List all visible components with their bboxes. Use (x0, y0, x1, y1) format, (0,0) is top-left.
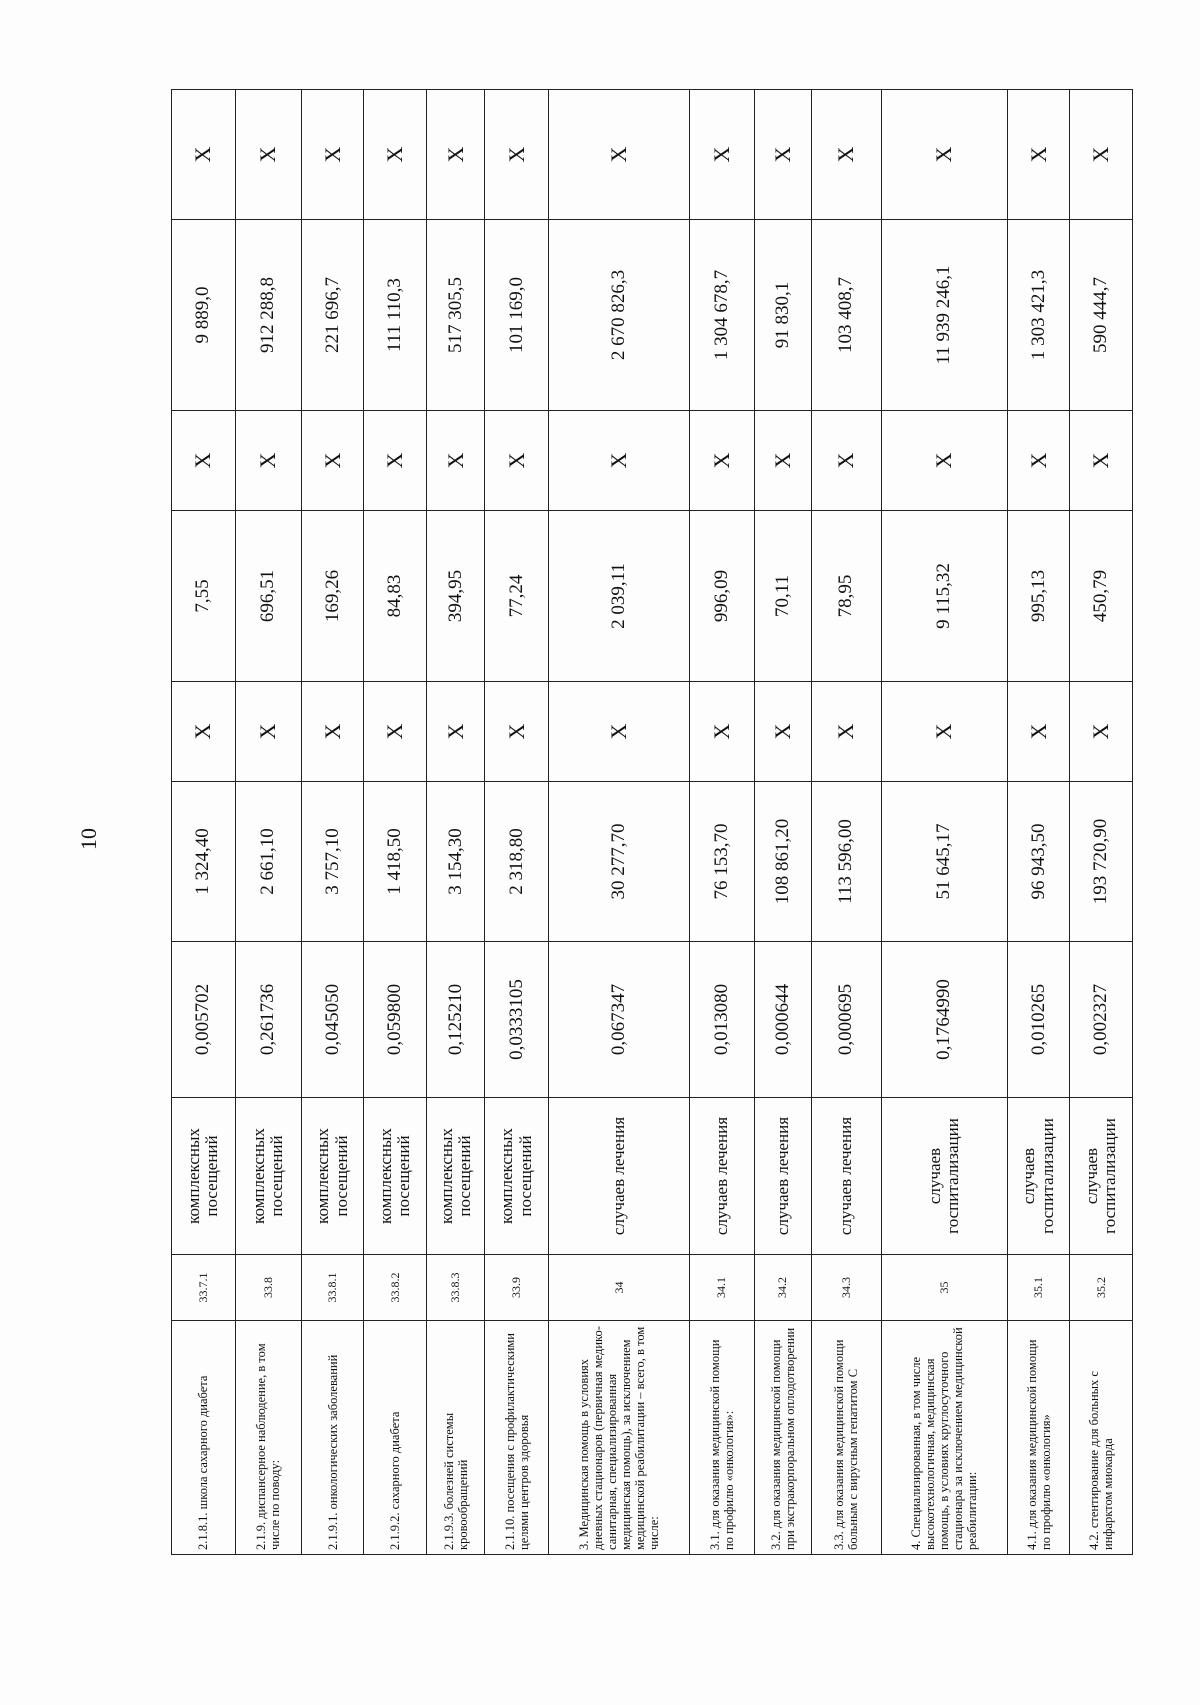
cell-cost: 51 645,17 (881, 782, 1007, 942)
cell-volume: 0,000695 (811, 942, 881, 1098)
cell-c1: X (172, 682, 236, 782)
cell-per-capita: 995,13 (1007, 511, 1069, 682)
cell-name: 2.1.9.3. болезней системы кровообращений (427, 1321, 485, 1555)
cell-c3: X (302, 90, 363, 220)
cell-total: 2 670 826,3 (549, 220, 690, 411)
table-row (754, 90, 811, 1555)
cell-code: 34.3 (811, 1255, 881, 1321)
cell-c1: X (754, 682, 811, 782)
cell-code: 33.9 (485, 1255, 549, 1321)
cell-name: 2.1.9. диспансерное наблюдение, в том числе по поводу: (235, 1321, 302, 1555)
cell-c1: X (881, 682, 1007, 782)
cell-per-capita: 78,95 (811, 511, 881, 682)
cell-c2: X (235, 411, 302, 511)
cell-total: 101 169,0 (485, 220, 549, 411)
cell-unit: комплексных посещений (363, 1098, 427, 1255)
cell-name: 2.1.9.2. сахарного диабета (363, 1321, 427, 1555)
cell-per-capita: 77,24 (485, 511, 549, 682)
cell-cost: 96 943,50 (1007, 782, 1069, 942)
cell-code: 33.8.2 (363, 1255, 427, 1321)
cell-c3: X (427, 90, 485, 220)
table-row (549, 90, 690, 1555)
page-number: 10 (76, 828, 101, 850)
table-row (1070, 90, 1133, 1555)
cell-unit: случаев лечения (690, 1098, 755, 1255)
cell-cost: 76 153,70 (690, 782, 755, 942)
cell-unit: комплексных посещений (485, 1098, 549, 1255)
cell-per-capita: 9 115,32 (881, 511, 1007, 682)
cell-c3: X (485, 90, 549, 220)
cell-c3: X (363, 90, 427, 220)
cell-c3: X (881, 90, 1007, 220)
cell-c2: X (1007, 411, 1069, 511)
cell-total: 912 288,8 (235, 220, 302, 411)
cell-c2: X (881, 411, 1007, 511)
rotated-table-container (171, 90, 1133, 1555)
cell-volume: 0,013080 (690, 942, 755, 1098)
cell-code: 33.7.1 (172, 1255, 236, 1321)
cell-c1: X (549, 682, 690, 782)
cell-unit: комплексных посещений (427, 1098, 485, 1255)
cell-volume: 0,005702 (172, 942, 236, 1098)
table-row (427, 90, 485, 1555)
cell-volume: 0,125210 (427, 942, 485, 1098)
cell-c3: X (1007, 90, 1069, 220)
table-row (485, 90, 549, 1555)
cell-name: 4.1. для оказания медицинской помощи по профилю «онкология» (1007, 1321, 1069, 1555)
cell-c3: X (754, 90, 811, 220)
cell-c2: X (172, 411, 236, 511)
cell-volume: 0,059800 (363, 942, 427, 1098)
cell-cost: 1 324,40 (172, 782, 236, 942)
cell-cost: 3 154,30 (427, 782, 485, 942)
cell-total: 11 939 246,1 (881, 220, 1007, 411)
cell-c1: X (485, 682, 549, 782)
cell-total: 111 110,3 (363, 220, 427, 411)
table-row (172, 90, 236, 1555)
cell-unit: случаев госпитализации (881, 1098, 1007, 1255)
cell-unit: случаев госпитализации (1007, 1098, 1069, 1255)
cell-unit: комплексных посещений (235, 1098, 302, 1255)
cell-per-capita: 2 039,11 (549, 511, 690, 682)
cell-name: 4. Специализированная, в том числе высокотехнологичная, медицинская помощь, в условиях круглосуточного стационара за исключением медицинской реабилитации: (881, 1321, 1007, 1555)
cell-per-capita: 70,11 (754, 511, 811, 682)
cell-code: 33.8.1 (302, 1255, 363, 1321)
cell-cost: 2 318,80 (485, 782, 549, 942)
cell-volume: 0,000644 (754, 942, 811, 1098)
cell-total: 590 444,7 (1070, 220, 1133, 411)
table-row (1007, 90, 1069, 1555)
cell-per-capita: 996,09 (690, 511, 755, 682)
cell-c3: X (549, 90, 690, 220)
table-row (811, 90, 881, 1555)
cell-c2: X (811, 411, 881, 511)
cell-volume: 0,067347 (549, 942, 690, 1098)
cell-c2: X (427, 411, 485, 511)
cell-volume: 0,1764990 (881, 942, 1007, 1098)
cell-code: 34.2 (754, 1255, 811, 1321)
cell-c3: X (235, 90, 302, 220)
cell-c1: X (235, 682, 302, 782)
cell-c3: X (172, 90, 236, 220)
cell-total: 517 305,5 (427, 220, 485, 411)
cell-code: 35.2 (1070, 1255, 1133, 1321)
cell-c1: X (427, 682, 485, 782)
cell-cost: 108 861,20 (754, 782, 811, 942)
cell-name: 2.1.8.1. школа сахарного диабета (172, 1321, 236, 1555)
cell-name: 4.2. стентирование для больных с инфарктом миокарда (1070, 1321, 1133, 1555)
cell-unit: случаев госпитализации (1070, 1098, 1133, 1255)
cell-code: 33.8 (235, 1255, 302, 1321)
table-row (690, 90, 755, 1555)
cell-unit: случаев лечения (754, 1098, 811, 1255)
cell-volume: 0,261736 (235, 942, 302, 1098)
cell-unit: комплексных посещений (172, 1098, 236, 1255)
cell-volume: 0,002327 (1070, 942, 1133, 1098)
cell-code: 34.1 (690, 1255, 755, 1321)
cell-c1: X (690, 682, 755, 782)
cell-name: 3.2. для оказания медицинской помощи при экстракорпоральном оплодотворении (754, 1321, 811, 1555)
cell-cost: 2 661,10 (235, 782, 302, 942)
cell-c1: X (811, 682, 881, 782)
cell-code: 35.1 (1007, 1255, 1069, 1321)
cell-c1: X (1007, 682, 1069, 782)
cell-per-capita: 169,26 (302, 511, 363, 682)
cell-total: 1 303 421,3 (1007, 220, 1069, 411)
table-row (881, 90, 1007, 1555)
cell-code: 33.8.3 (427, 1255, 485, 1321)
cell-volume: 0,0333105 (485, 942, 549, 1098)
cell-c3: X (690, 90, 755, 220)
cell-c2: X (690, 411, 755, 511)
cell-total: 103 408,7 (811, 220, 881, 411)
cell-c2: X (485, 411, 549, 511)
cell-cost: 193 720,90 (1070, 782, 1133, 942)
cell-c1: X (1070, 682, 1133, 782)
cell-unit: случаев лечения (549, 1098, 690, 1255)
cell-cost: 1 418,50 (363, 782, 427, 942)
cell-per-capita: 84,83 (363, 511, 427, 682)
cell-c2: X (302, 411, 363, 511)
cell-code: 35 (881, 1255, 1007, 1321)
cell-c3: X (811, 90, 881, 220)
cell-c2: X (549, 411, 690, 511)
cell-per-capita: 394,95 (427, 511, 485, 682)
cell-total: 1 304 678,7 (690, 220, 755, 411)
cell-total: 221 696,7 (302, 220, 363, 411)
cell-volume: 0,010265 (1007, 942, 1069, 1098)
cell-name: 3. Медицинская помощь в условиях дневных стационаров (первичная медико-санитарная, специализированная медицинская помощь), за исключением медицинской реабилитации – всего, в том числе: (549, 1321, 690, 1555)
cell-name: 3.3. для оказания медицинской помощи больным с вирусным гепатитом С (811, 1321, 881, 1555)
cell-unit: случаев лечения (811, 1098, 881, 1255)
data-table (171, 89, 1133, 1555)
table-row (363, 90, 427, 1555)
cell-c1: X (363, 682, 427, 782)
table-row (235, 90, 302, 1555)
cell-per-capita: 450,79 (1070, 511, 1133, 682)
cell-cost: 113 596,00 (811, 782, 881, 942)
cell-total: 9 889,0 (172, 220, 236, 411)
cell-cost: 3 757,10 (302, 782, 363, 942)
cell-c1: X (302, 682, 363, 782)
cell-cost: 30 277,70 (549, 782, 690, 942)
cell-per-capita: 7,55 (172, 511, 236, 682)
cell-per-capita: 696,51 (235, 511, 302, 682)
cell-c2: X (363, 411, 427, 511)
cell-unit: комплексных посещений (302, 1098, 363, 1255)
table-row (302, 90, 363, 1555)
cell-name: 2.1.10. посещения с профилактическими целями центров здоровья (485, 1321, 549, 1555)
cell-c2: X (754, 411, 811, 511)
cell-name: 2.1.9.1. онкологических заболеваний (302, 1321, 363, 1555)
cell-code: 34 (549, 1255, 690, 1321)
cell-c3: X (1070, 90, 1133, 220)
cell-c2: X (1070, 411, 1133, 511)
cell-name: 3.1. для оказания медицинской помощи по профилю «онкология»: (690, 1321, 755, 1555)
cell-total: 91 830,1 (754, 220, 811, 411)
cell-volume: 0,045050 (302, 942, 363, 1098)
